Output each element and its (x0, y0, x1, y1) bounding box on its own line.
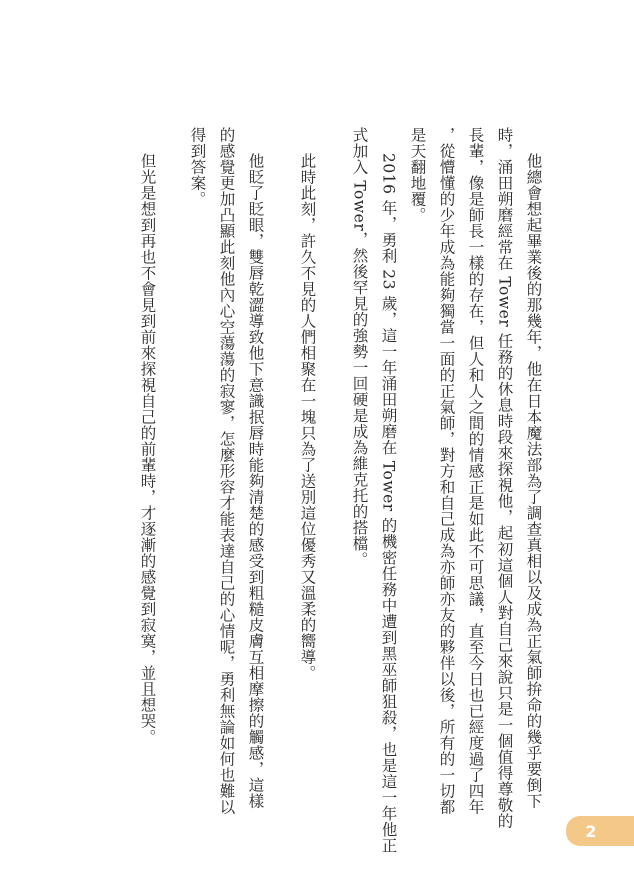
text-line: 得到答案。 (188, 127, 207, 207)
page-number: 2 (585, 821, 597, 841)
text-line: ，從懵懂的少年成為能夠獨當一面的正氣師，對方和自己成為亦師亦友的夥伴以後，所有的一切都 (437, 127, 456, 815)
text-line: 他眨了眨眼，雙唇乾澀導致他下意識抿唇時能夠清楚的感受到粗糙皮膚互相摩擦的觸感，這樣 (246, 153, 265, 809)
text-line: 長輩，像是師長一樣的存在，但人和人之間的情感正是如此不可思議，直至今日也已經度過了四年 (466, 127, 485, 815)
text-line: 此時此刻，許久不見的人們相聚在一塊只為了送別這位優秀又溫柔的嚮導。 (298, 153, 317, 681)
page-number-tab (566, 816, 634, 846)
text-line: 時，涌田朔磨經常在 Tower 任務的休息時段來探視他，起初這個人對自己來說只是一個值得尊敬的 (495, 127, 514, 829)
text-line: 是天翻地覆。 (408, 127, 427, 223)
text-line: 他總會想起畢業後的那幾年，他在日本魔法部為了調查真相以及成為正氣師拚命的幾乎要倒下 (524, 153, 543, 809)
text-line: 2016 年，勇利 23 歲，這一年涌田朔磨在 Tower 的機密任務中遭到黑巫師狙殺，也是這一年他正 (379, 153, 398, 854)
text-line: 但光是想到再也不會見到前來探視自己的前輩時，才逐漸的感覺到寂寞，並且想哭。 (138, 153, 157, 745)
text-line: 的感覺更加凸顯此刻他內心空蕩蕩的寂寥，怎麼形容才能表達自己的心情呢，勇利無論如何也難以 (217, 127, 236, 815)
text-line: 式加入 Tower，然後罕見的強勢一回硬是成為維克托的搭檔。 (350, 127, 369, 568)
